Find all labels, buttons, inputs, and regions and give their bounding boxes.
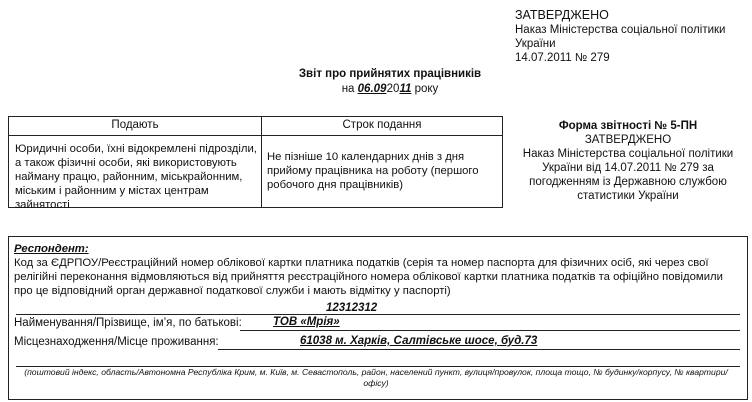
form-order-text: Наказ Міністерства соціальної політики України від 14.07.2011 № 279 за погодженням із Державною службою статистики України [522,148,734,202]
header-deadline: Строк подання [342,119,422,131]
form-approved: ЗАТВЕРДЖЕНО [584,134,672,146]
form-name: Форма звітності № 5-ПН [558,120,698,132]
respondent-content [14,242,742,298]
approved-order-date: 14.07.2011 № 279 [515,52,610,64]
location-label: Місцезнаходження/Місце проживання: [14,336,219,348]
submitters-text: Юридичні особи, їхні відокремлені підрозділи, а також фізичні особи, які використовують найману працю, районним, міськрайонним, міським і районним у містах центрам зайнятості [15,143,257,211]
report-date[interactable]: 06.09 [357,83,387,95]
report-title: Звіт про прийнятих працівників [298,68,482,80]
code-underline [16,314,740,315]
approved-order-line: Наказ Міністерства соціальної політики України [515,24,726,50]
report-year-word: року [414,83,439,95]
address-note: (поштовий індекс, область/Автономна Республіка Крим, м. Київ, м. Севастополь, район, населений пункт, вулиця/провулок, площа тощо, № будинку/корпусу, № квартири/офісу) [24,367,728,388]
respondent-code-value[interactable]: 12312312 [326,302,378,314]
location-underline [218,349,740,350]
location-value[interactable]: 61038 м. Харків, Салтівське шосе, буд.73 [300,335,538,347]
submission-table [8,116,503,211]
header-submitters: Подають [111,119,159,131]
approved-heading: ЗАТВЕРДЖЕНО [515,8,609,22]
report-title-block [220,67,560,97]
report-date-line [220,82,560,97]
report-year-suffix[interactable]: 11 [399,83,412,95]
respondent-code-description: Код за ЄДРПОУ/Реєстраційний номер облікової картки платника податків (серія та номер паспорта для фізичних осіб, які через свої релігійні переконання відмовляються від прийняття реєстраційного номера облікової картки платника податків та офіційно повідомили про це відповідний орган державної податкової служби і мають відмітку у паспорті) [14,257,723,297]
deadline-text: Не пізніше 10 календарних днів з дня прийому працівника на роботу (першого робочого дня працівників) [267,151,479,191]
name-underline [240,330,740,331]
name-label: Найменування/Прізвище, ім’я, по батькові: [14,317,242,329]
report-year-prefix: 20 [386,83,400,95]
name-value[interactable]: ТОВ «Мрія» [273,316,340,328]
approval-stamp-top [515,8,747,65]
form-info-block [510,119,746,203]
report-date-prefix: на [341,83,355,95]
respondent-title: Респондент: [14,243,89,255]
